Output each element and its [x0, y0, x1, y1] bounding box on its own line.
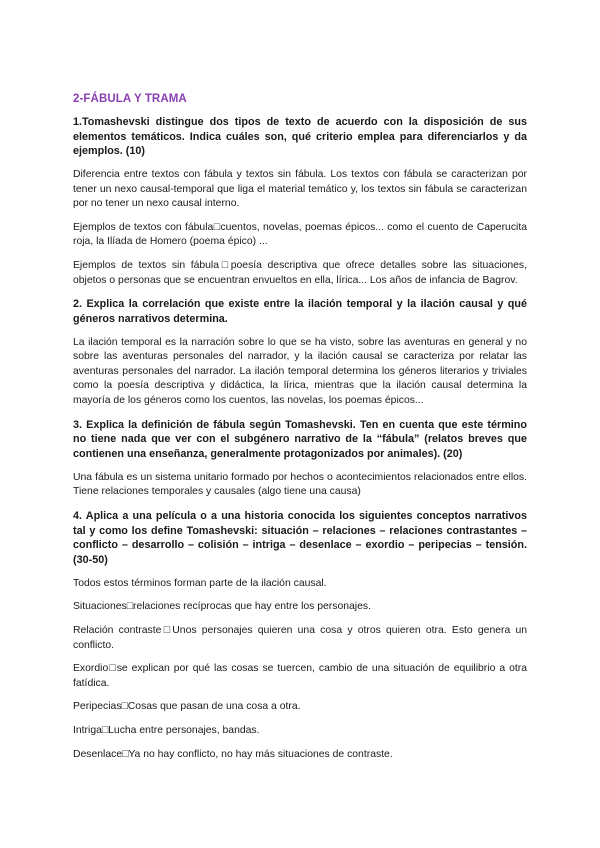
answer-4-peripecias: Peripecias□Cosas que pasan de una cosa a otra. — [73, 701, 301, 713]
section-title: 2-FÁBULA Y TRAMA — [73, 93, 187, 105]
question-1: 1.Tomashevski distingue dos tipos de texto de acuerdo con la disposición de sus elementos temáticos. Indica cuáles son, qué criterio emplea para diferenciarlos y da ejemplos. (10) — [73, 116, 527, 158]
answer-2: La ilación temporal es la narración sobre lo que se ha visto, sobre las aventuras en general y no sobre las aventuras personales del narrador, y la ilación causal se caracteriza por relatar las aventuras personales del narrador. La ilación temporal determina los géneros literarios y triviales como la poesía descriptiva y didáctica, la lírica, mientras que la ilación causal determina la mayoría de los géneros como los cuentos, las novelas, los poemas épicos... — [73, 336, 527, 407]
answer-4-desenlace: Desenlace□Ya no hay conflicto, no hay más situaciones de contraste. — [73, 748, 393, 760]
question-3: 3. Explica la definición de fábula según Tomashevski. Ten en cuenta que este término no tiene nada que ver con el subgénero narrativo de la “fábula” (relatos breves que contienen una enseñanza, generalmente protagonizados por animales). (20) — [73, 418, 527, 461]
answer-4-intro: Todos estos términos forman parte de la ilación causal. — [73, 577, 327, 589]
answer-1-examples-with-fable: Ejemplos de textos con fábula□cuentos, novelas, poemas épicos... como el cuento de Caperucita roja, la Ilíada de Homero (poema épico) ... — [73, 221, 527, 248]
answer-4-relacion-contraste: Relación contraste□Unos personajes quieren una cosa y otros quieren otra. Esto genera un conflicto. — [73, 624, 527, 651]
answer-4-exordio: Exordio□se explican por qué las cosas se tuercen, cambio de una situación de equilibrio a otra fatídica. — [73, 663, 527, 689]
answer-4-intriga: Intriga□Lucha entre personajes, bandas. — [73, 724, 260, 736]
question-2: 2. Explica la correlación que existe entre la ilación temporal y la ilación causal y qué géneros narrativos determina. — [73, 298, 527, 325]
answer-4-situaciones: Situaciones□relaciones recíprocas que hay entre los personajes. — [73, 601, 371, 613]
document-page — [73, 93, 527, 771]
answer-3: Una fábula es un sistema unitario formado por hechos o acontecimientos relacionados entre ellos. Tiene relaciones temporales y causales (algo tiene una causa) — [73, 471, 527, 498]
answer-1-examples-without-fable: Ejemplos de textos sin fábula□poesía descriptiva que ofrece detalles sobre las situaciones, objetos o personas que se encuentran envueltos en ella, lírica... Los años de infancia de Bagrov. — [73, 260, 527, 286]
question-4: 4. Aplica a una película o a una historia conocida los siguientes conceptos narrativos tal y como los define Tomashevski: situación – relaciones – relaciones contrastantes – conflicto – desarrollo – colisión – intriga – desenlace – exordio – peripecias – tensión. (30-50) — [73, 509, 527, 567]
answer-1-definition: Diferencia entre textos con fábula y textos sin fábula. Los textos con fábula se caracterizan por tener un nexo causal-temporal que liga el material temático y, los textos sin fábula se caracterizan por no tener un nexo causal interno. — [73, 169, 527, 210]
